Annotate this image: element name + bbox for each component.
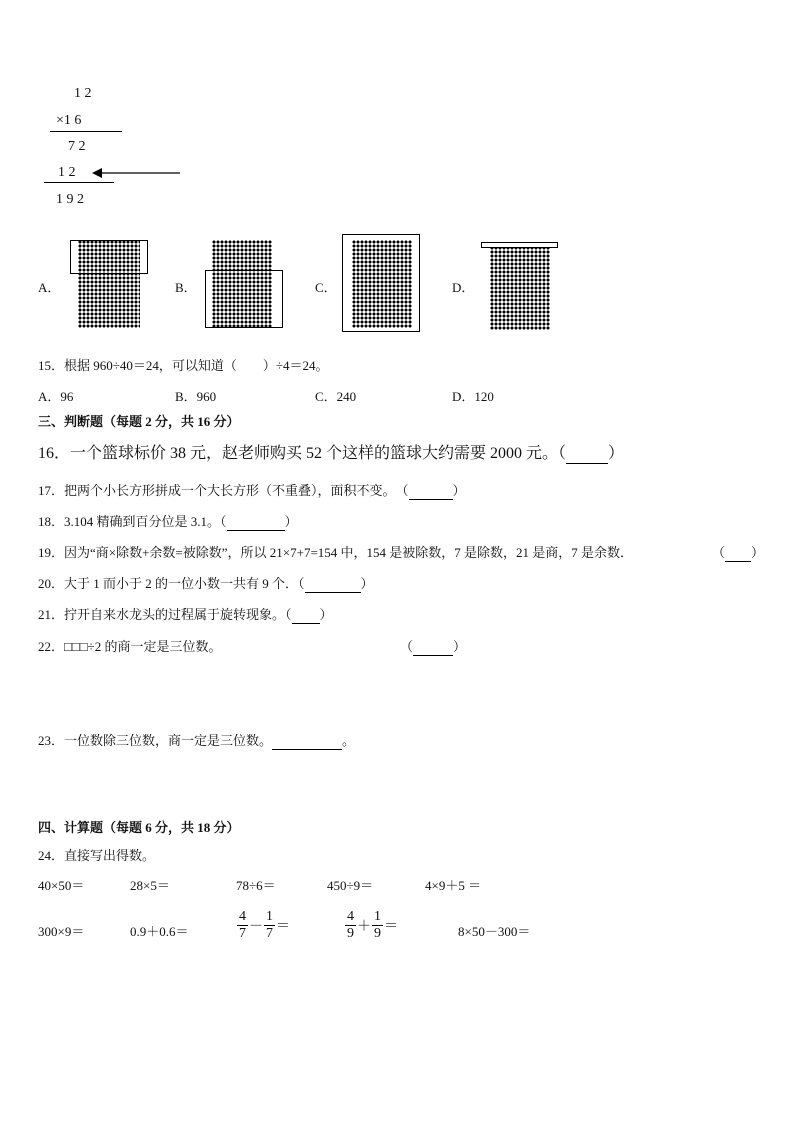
q24-fraction-expr-2 [344, 909, 398, 942]
q22-close: ） [453, 639, 467, 654]
mult-row-3: 7 2 [68, 139, 86, 154]
q18-close: ） [284, 514, 298, 529]
q23-answer-blank[interactable] [272, 733, 342, 750]
q20-close: ） [360, 576, 374, 591]
fraction-1-op: － [249, 919, 263, 935]
fraction-1a: $\frac{4}{7}$ [239, 909, 246, 941]
highlight-box-c [342, 234, 420, 332]
q18 [38, 511, 298, 531]
q22-answer [400, 636, 466, 656]
q21-close: ） [319, 607, 333, 622]
q24-fraction-expr-1 [236, 909, 290, 942]
q22-open: （ [400, 639, 414, 654]
fraction-2a: $\frac{4}{9}$ [347, 909, 354, 941]
option-d-label: D． [452, 280, 475, 295]
q24-stem: 24．直接写出得数。 [38, 848, 156, 863]
q19-close: ） [751, 545, 765, 560]
q24-r2-item-1: 300×9＝ [38, 924, 85, 939]
q15-stem: 15．根据 960÷40＝24，可以知道（ ）÷4＝24。 [38, 358, 329, 373]
q16-paren-open: （ [558, 445, 567, 462]
mult-row-1: 1 2 [74, 86, 92, 101]
q15-option-a: A．96 [38, 389, 74, 404]
q24-r1-item-3: 78÷6＝ [236, 878, 276, 893]
q15-option-d: D．120 [452, 389, 494, 404]
q17-text: 17．把两个小长方形拼成一个大长方形（不重叠），面积不变。 （ [38, 483, 409, 498]
q16-paren-close: ） [608, 445, 625, 462]
q20 [38, 573, 374, 593]
highlight-box-d [481, 242, 558, 248]
q24-r2-item-5: 8×50－300＝ [458, 924, 531, 939]
option-b-label: B． [175, 280, 197, 295]
q19-text: 19．因为“商×除数+余数=被除数”，所以 21×7+7=154 中，154 是被除数，7 是除数，21 是商，7 是余数． [38, 545, 634, 560]
q21 [38, 604, 333, 624]
q23-text: 23．一位数除三位数，商一定是三位数。 [38, 733, 273, 748]
q24-r1-item-1: 40×50＝ [38, 878, 85, 893]
q24-r1-item-2: 28×5＝ [130, 878, 170, 893]
section-4-title: 四、计算题（每题 6 分，共 18 分） [38, 820, 240, 835]
q16 [38, 440, 624, 464]
fraction-1b: $\frac{1}{7}$ [266, 909, 273, 941]
q16-answer-blank[interactable] [566, 445, 608, 464]
mult-row-4: 1 2 [58, 165, 76, 180]
q15-option-c: C．240 [315, 389, 357, 404]
highlight-box-b [205, 270, 283, 328]
q18-answer-blank[interactable] [227, 514, 285, 531]
q24-r1-item-4: 450÷9＝ [327, 878, 374, 893]
dot-grid-d [490, 242, 550, 330]
q15-option-b: B．960 [175, 389, 217, 404]
q17 [38, 480, 466, 500]
option-a-label: A． [38, 280, 61, 295]
arrow-left-icon [92, 166, 182, 180]
mult-row-2: ×1 6 [56, 113, 82, 128]
mult-line-1 [50, 131, 122, 132]
fraction-2b: $\frac{1}{9}$ [374, 909, 381, 941]
q17-answer-blank[interactable] [409, 483, 453, 500]
q24-r1-item-5: 4×9＋5 ＝ [425, 878, 482, 893]
q19-answer-blank[interactable] [725, 545, 751, 562]
q23-end: 。 [342, 733, 356, 748]
q20-text: 20．大于 1 而小于 2 的一位小数一共有 9 个．（ [38, 576, 305, 591]
mult-row-5: 1 9 2 [56, 192, 84, 207]
q22-answer-blank[interactable] [413, 639, 453, 656]
fraction-2-op: ＋ [357, 919, 371, 935]
q16-text: 16．一个篮球标价 38 元，赵老师购买 52 个这样的篮球大约需要 2000 元。 [38, 445, 559, 462]
q21-answer-blank[interactable] [292, 607, 320, 624]
q23 [38, 730, 355, 750]
q19-answer [712, 542, 764, 562]
q24-r2-item-2: 0.9＋0.6＝ [130, 924, 189, 939]
q18-text: 18．3.104 精确到百分位是 3.1。（ [38, 514, 227, 529]
q20-answer-blank[interactable] [305, 576, 361, 593]
q17-close: ） [452, 483, 466, 498]
fraction-1-eq: ＝ [276, 919, 290, 935]
q19-open: （ [712, 545, 726, 560]
q21-text: 21．拧开自来水龙头的过程属于旋转现象。（ [38, 607, 292, 622]
option-c-label: C． [315, 280, 337, 295]
section-3-title: 三、判断题（每题 2 分，共 16 分） [38, 414, 240, 429]
highlight-box-a [70, 240, 148, 274]
fraction-2-eq: ＝ [384, 919, 398, 935]
q22-text: 22．□□□÷2 的商一定是三位数。 [38, 639, 222, 654]
mult-line-2 [44, 182, 114, 183]
